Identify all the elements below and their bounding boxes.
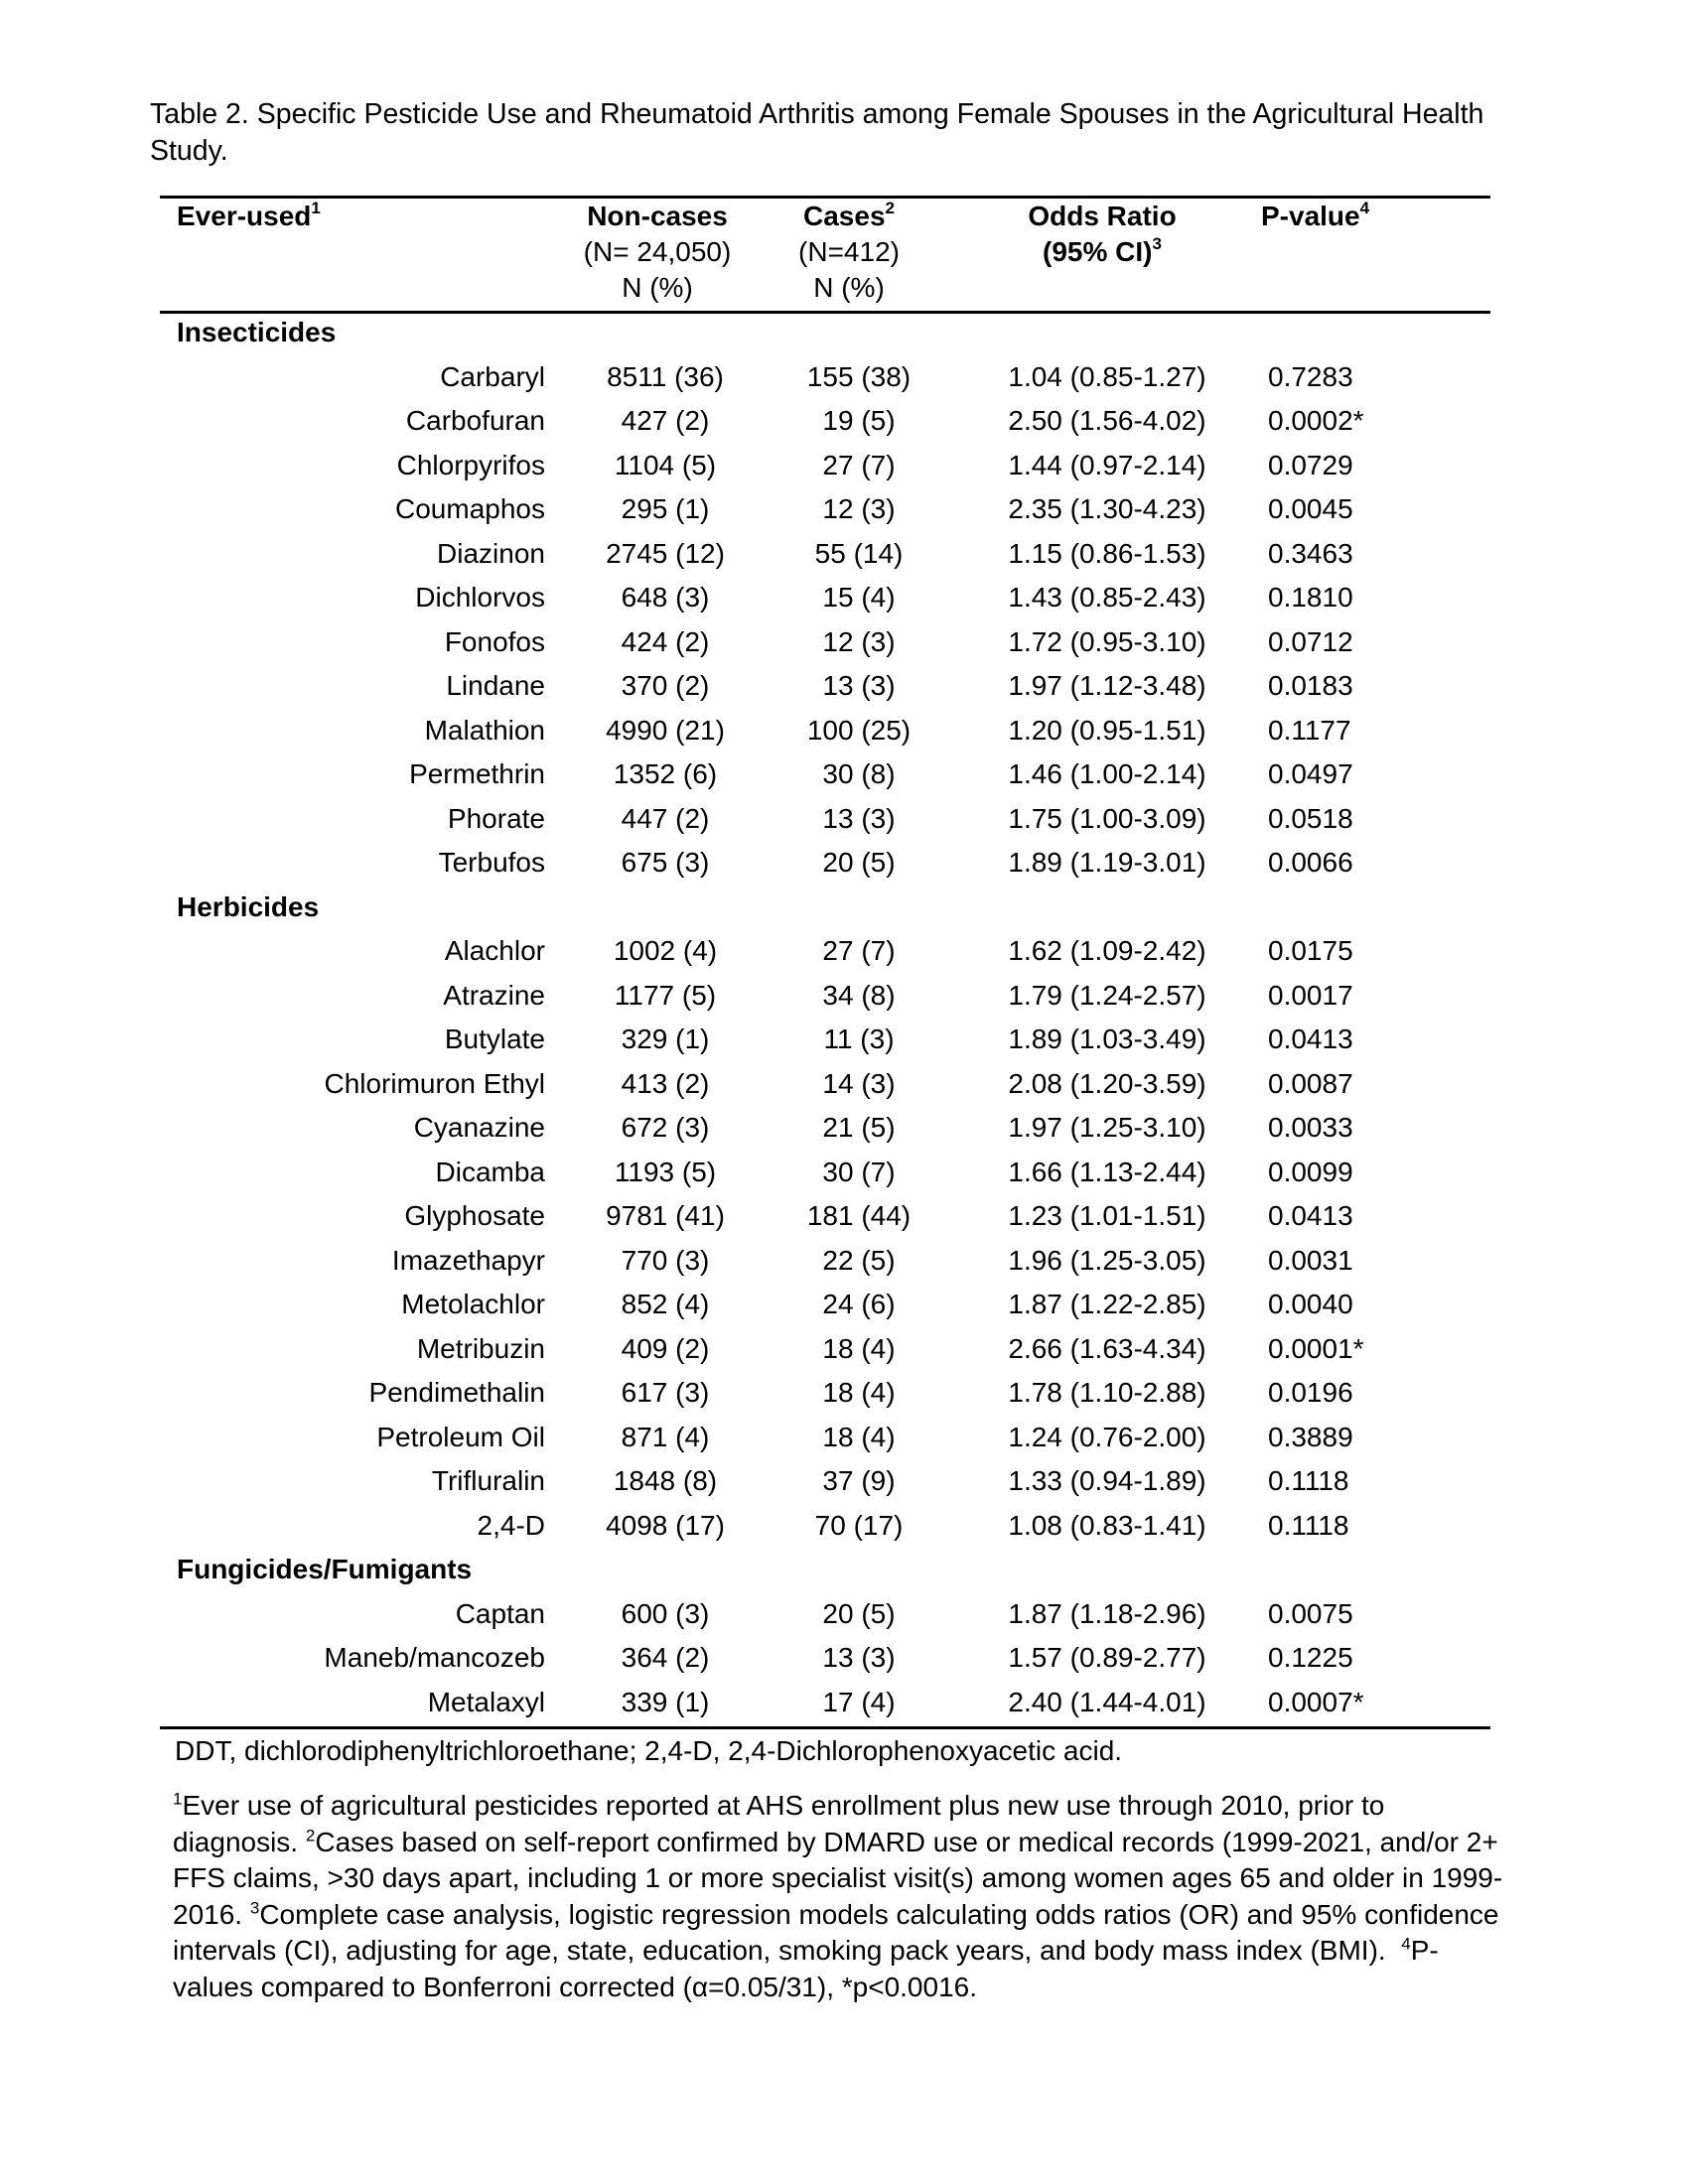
non-cases-value: 1352 (6) bbox=[613, 758, 718, 789]
pesticide-name: Trifluralin bbox=[431, 1465, 545, 1496]
odds-ratio-value: 1.46 (1.00-2.14) bbox=[1008, 758, 1206, 789]
non-cases-value: 9781 (41) bbox=[606, 1200, 725, 1231]
p-value: 0.0001* bbox=[1268, 1332, 1364, 1364]
p-value: 0.0045 bbox=[1268, 493, 1353, 524]
header-cases-unit: N (%) bbox=[813, 272, 885, 303]
p-value: 0.1118 bbox=[1268, 1465, 1349, 1496]
table-row bbox=[0, 1681, 1688, 1725]
cases-value: 18 (4) bbox=[822, 1377, 896, 1408]
header-non-cases-label: Non-cases bbox=[587, 201, 728, 231]
odds-ratio-value: 1.96 (1.25-3.05) bbox=[1008, 1244, 1206, 1276]
footnote-text: Complete case analysis, logistic regression models calculating odds ratios (OR) and 95% confidence intervals (CI), adjusting for age, state, education, smoking pack years, and body mass index (BMI). bbox=[173, 1898, 1507, 1966]
cases-value: 24 (6) bbox=[822, 1289, 896, 1319]
p-value: 0.0099 bbox=[1268, 1156, 1353, 1187]
header-ever-used bbox=[177, 199, 321, 234]
pesticide-name: Diazinon bbox=[437, 537, 545, 569]
table-row bbox=[0, 1018, 1688, 1062]
footnote-text: Ever use of agricultural pesticides reported at AHS enrollment plus new use through 2010, prior to diagnosis. bbox=[173, 1790, 1393, 1857]
pesticide-name: Captan bbox=[455, 1597, 545, 1629]
odds-ratio-value: 1.15 (0.86-1.53) bbox=[1008, 537, 1206, 569]
odds-ratio-value: 1.44 (0.97-2.14) bbox=[1008, 449, 1206, 480]
cases-value: 20 (5) bbox=[822, 847, 896, 878]
odds-ratio-value: 1.79 (1.24-2.57) bbox=[1008, 979, 1206, 1011]
header-odds-ratio-ci: (95% CI) bbox=[1043, 236, 1153, 267]
p-value: 0.0729 bbox=[1268, 449, 1353, 480]
footnote-ref-1: 1 bbox=[311, 198, 321, 217]
pesticide-name: Permethrin bbox=[409, 758, 545, 789]
footnote-marker: 2 bbox=[305, 1826, 316, 1845]
odds-ratio-value: 1.33 (0.94-1.89) bbox=[1008, 1465, 1206, 1496]
footnote-ref-3: 3 bbox=[1152, 233, 1162, 253]
odds-ratio-value: 1.20 (0.95-1.51) bbox=[1008, 714, 1206, 746]
odds-ratio-value: 1.62 (1.09-2.42) bbox=[1008, 935, 1206, 966]
table-row bbox=[0, 1106, 1688, 1151]
p-value: 0.0066 bbox=[1268, 847, 1353, 878]
table-row bbox=[0, 1416, 1688, 1460]
pesticide-name: 2,4-D bbox=[477, 1509, 545, 1541]
cases-value: 17 (4) bbox=[822, 1686, 896, 1717]
p-value: 0.0497 bbox=[1268, 758, 1353, 789]
footnote-marker: 3 bbox=[249, 1898, 260, 1918]
footnote-ref-4: 4 bbox=[1359, 198, 1370, 217]
pesticide-name: Malathion bbox=[424, 714, 545, 746]
group-label: Insecticides bbox=[177, 317, 337, 347]
header-p-value bbox=[1261, 199, 1369, 234]
cases-value: 22 (5) bbox=[822, 1244, 896, 1276]
footnote-text: Cases based on self-report confirmed by DMARD use or medical records (1999-2021, and/or 2+ FFS claims, >30 days apart, including 1 or more specialist visit(s) among women ages 65 and older in 1999-2016. bbox=[173, 1826, 1506, 1930]
table-row bbox=[0, 1239, 1688, 1284]
non-cases-value: 329 (1) bbox=[621, 1024, 710, 1054]
cases-value: 15 (4) bbox=[822, 582, 896, 613]
non-cases-value: 370 (2) bbox=[621, 670, 710, 701]
cases-value: 21 (5) bbox=[822, 1112, 896, 1143]
table-row bbox=[0, 1283, 1688, 1327]
header-ever-used-label: Ever-used bbox=[177, 201, 312, 231]
non-cases-value: 1104 (5) bbox=[614, 449, 717, 480]
non-cases-value: 413 (2) bbox=[621, 1067, 710, 1099]
p-value: 0.0087 bbox=[1268, 1067, 1353, 1099]
footnote-marker: 1 bbox=[173, 1789, 183, 1809]
footnote-ref-2: 2 bbox=[885, 198, 895, 217]
table-row bbox=[0, 664, 1688, 709]
cases-value: 13 (3) bbox=[822, 802, 896, 834]
cases-value: 11 (3) bbox=[823, 1024, 895, 1054]
odds-ratio-value: 2.50 (1.56-4.02) bbox=[1008, 405, 1206, 436]
non-cases-value: 2745 (12) bbox=[606, 537, 725, 569]
odds-ratio-value: 2.35 (1.30-4.23) bbox=[1008, 493, 1206, 524]
p-value: 0.0040 bbox=[1268, 1289, 1353, 1319]
p-value: 0.0712 bbox=[1268, 625, 1353, 657]
p-value: 0.3889 bbox=[1268, 1421, 1353, 1452]
cases-value: 18 (4) bbox=[822, 1332, 896, 1364]
table-row bbox=[0, 399, 1688, 444]
odds-ratio-value: 1.87 (1.22-2.85) bbox=[1008, 1289, 1206, 1319]
p-value: 0.0413 bbox=[1268, 1200, 1353, 1231]
non-cases-value: 675 (3) bbox=[621, 847, 710, 878]
p-value: 0.1177 bbox=[1268, 714, 1351, 746]
pesticide-name: Carbofuran bbox=[405, 405, 545, 436]
non-cases-value: 852 (4) bbox=[621, 1289, 710, 1319]
non-cases-value: 648 (3) bbox=[621, 582, 710, 613]
cases-value: 13 (3) bbox=[822, 1642, 896, 1673]
pesticide-name: Chlorpyrifos bbox=[396, 449, 545, 480]
pesticide-name: Metribuzin bbox=[416, 1332, 545, 1364]
odds-ratio-value: 1.89 (1.03-3.49) bbox=[1008, 1024, 1206, 1054]
pesticide-name: Terbufos bbox=[438, 847, 545, 878]
abbreviations-note: DDT, dichlorodiphenyltrichloroethane; 2,4-D, 2,4-Dichlorophenoxyacetic acid. bbox=[175, 1735, 1123, 1766]
pesticide-name: Petroleum Oil bbox=[376, 1421, 545, 1452]
group-header-row bbox=[0, 311, 1688, 355]
cases-value: 34 (8) bbox=[822, 979, 896, 1011]
cases-value: 13 (3) bbox=[822, 670, 896, 701]
header-non-cases-n: (N= 24,050) bbox=[583, 236, 732, 267]
group-label: Herbicides bbox=[177, 890, 320, 922]
non-cases-value: 8511 (36) bbox=[607, 360, 724, 392]
non-cases-value: 617 (3) bbox=[621, 1377, 710, 1408]
group-header-row bbox=[0, 886, 1688, 930]
header-cases bbox=[779, 199, 918, 306]
non-cases-value: 1177 (5) bbox=[614, 979, 717, 1011]
odds-ratio-value: 1.57 (0.89-2.77) bbox=[1008, 1642, 1206, 1673]
pesticide-name: Metolachlor bbox=[401, 1289, 545, 1319]
pesticide-name: Chlorimuron Ethyl bbox=[324, 1067, 545, 1099]
p-value: 0.7283 bbox=[1268, 360, 1353, 392]
odds-ratio-value: 1.04 (0.85-1.27) bbox=[1008, 360, 1206, 392]
table-row bbox=[0, 1636, 1688, 1681]
p-value: 0.0518 bbox=[1268, 802, 1353, 834]
non-cases-value: 295 (1) bbox=[621, 493, 710, 524]
non-cases-value: 409 (2) bbox=[621, 1332, 710, 1364]
p-value: 0.1118 bbox=[1268, 1509, 1349, 1541]
table-row bbox=[0, 576, 1688, 620]
cases-value: 19 (5) bbox=[822, 405, 896, 436]
pesticide-name: Phorate bbox=[447, 802, 545, 834]
odds-ratio-value: 2.40 (1.44-4.01) bbox=[1008, 1686, 1206, 1717]
header-p-value-label: P-value bbox=[1261, 201, 1360, 231]
table-row bbox=[0, 532, 1688, 577]
odds-ratio-value: 1.78 (1.10-2.88) bbox=[1008, 1377, 1206, 1408]
non-cases-value: 424 (2) bbox=[621, 625, 710, 657]
table-row bbox=[0, 487, 1688, 532]
table-row bbox=[0, 1592, 1688, 1637]
pesticide-name: Maneb/mancozeb bbox=[324, 1642, 545, 1673]
pesticide-name: Lindane bbox=[446, 670, 545, 701]
cases-value: 14 (3) bbox=[822, 1067, 896, 1099]
non-cases-value: 4098 (17) bbox=[606, 1509, 725, 1541]
non-cases-value: 1193 (5) bbox=[614, 1156, 717, 1187]
non-cases-value: 871 (4) bbox=[621, 1421, 710, 1452]
cases-value: 181 (44) bbox=[806, 1200, 912, 1231]
cases-value: 20 (5) bbox=[822, 1597, 896, 1629]
header-non-cases-unit: N (%) bbox=[622, 272, 693, 303]
footnote-text: P-values compared to Bonferroni corrected (α=0.05/31), *p<0.0016. bbox=[173, 1935, 1439, 2002]
pesticide-name: Atrazine bbox=[443, 979, 545, 1011]
footnote-marker: 4 bbox=[1401, 1934, 1411, 1954]
non-cases-value: 770 (3) bbox=[621, 1244, 710, 1276]
cases-value: 100 (25) bbox=[806, 714, 912, 746]
cases-value: 30 (7) bbox=[822, 1156, 896, 1187]
table-row bbox=[0, 752, 1688, 797]
cases-value: 155 (38) bbox=[806, 360, 912, 392]
p-value: 0.0007* bbox=[1268, 1686, 1364, 1717]
odds-ratio-value: 1.87 (1.18-2.96) bbox=[1008, 1597, 1206, 1629]
odds-ratio-value: 1.08 (0.83-1.41) bbox=[1008, 1509, 1206, 1541]
pesticide-name: Dichlorvos bbox=[415, 582, 545, 613]
table-row bbox=[0, 355, 1688, 400]
pesticide-name: Fonofos bbox=[444, 625, 545, 657]
p-value: 0.0175 bbox=[1268, 935, 1353, 966]
header-odds-ratio bbox=[993, 199, 1211, 270]
table-row bbox=[0, 444, 1688, 488]
p-value: 0.1225 bbox=[1268, 1642, 1353, 1673]
cases-value: 27 (7) bbox=[822, 449, 896, 480]
table-row bbox=[0, 1371, 1688, 1416]
table-row bbox=[0, 1062, 1688, 1107]
pesticide-name: Imazethapyr bbox=[391, 1244, 545, 1276]
odds-ratio-value: 1.97 (1.12-3.48) bbox=[1008, 670, 1206, 701]
cases-value: 18 (4) bbox=[822, 1421, 896, 1452]
non-cases-value: 1848 (8) bbox=[613, 1465, 718, 1496]
table-row bbox=[0, 841, 1688, 886]
table-row bbox=[0, 797, 1688, 842]
cases-value: 12 (3) bbox=[822, 625, 896, 657]
p-value: 0.0075 bbox=[1268, 1597, 1353, 1629]
table-row bbox=[0, 1459, 1688, 1504]
odds-ratio-value: 1.24 (0.76-2.00) bbox=[1008, 1421, 1206, 1452]
header-cases-label: Cases bbox=[803, 201, 886, 231]
odds-ratio-value: 1.43 (0.85-2.43) bbox=[1008, 582, 1206, 613]
table-row bbox=[0, 620, 1688, 665]
footnotes bbox=[173, 1788, 1513, 2005]
pesticide-name: Metalaxyl bbox=[427, 1686, 545, 1717]
odds-ratio-value: 1.75 (1.00-3.09) bbox=[1008, 802, 1206, 834]
p-value: 0.0031 bbox=[1268, 1244, 1353, 1276]
non-cases-value: 1002 (4) bbox=[613, 935, 718, 966]
table-title: Table 2. Specific Pesticide Use and Rheumatoid Arthritis among Female Spouses in the Agricultural Health Study. bbox=[150, 98, 1484, 167]
non-cases-value: 447 (2) bbox=[621, 802, 710, 834]
cases-value: 27 (7) bbox=[822, 935, 896, 966]
table-row bbox=[0, 1504, 1688, 1549]
table-row bbox=[0, 709, 1688, 753]
p-value: 0.0196 bbox=[1268, 1377, 1353, 1408]
pesticide-name: Glyphosate bbox=[404, 1200, 545, 1231]
odds-ratio-value: 2.08 (1.20-3.59) bbox=[1008, 1067, 1206, 1099]
non-cases-value: 600 (3) bbox=[621, 1597, 710, 1629]
p-value: 0.0183 bbox=[1268, 670, 1353, 701]
odds-ratio-value: 2.66 (1.63-4.34) bbox=[1008, 1332, 1206, 1364]
p-value: 0.3463 bbox=[1268, 537, 1353, 569]
header-cases-n: (N=412) bbox=[798, 236, 900, 267]
p-value: 0.0002* bbox=[1268, 405, 1364, 436]
pesticide-name: Coumaphos bbox=[395, 493, 545, 524]
pesticide-name: Pendimethalin bbox=[368, 1377, 545, 1408]
pesticide-name: Dicamba bbox=[435, 1156, 545, 1187]
odds-ratio-value: 1.66 (1.13-2.44) bbox=[1008, 1156, 1206, 1187]
table-row bbox=[0, 1151, 1688, 1195]
cases-value: 55 (14) bbox=[814, 537, 904, 569]
table-bottom-rule bbox=[160, 1726, 1490, 1729]
p-value: 0.0017 bbox=[1268, 979, 1353, 1011]
header-odds-ratio-label: Odds Ratio bbox=[1028, 201, 1177, 231]
non-cases-value: 364 (2) bbox=[621, 1642, 710, 1673]
p-value: 0.0413 bbox=[1268, 1024, 1353, 1054]
pesticide-name: Carbaryl bbox=[440, 360, 545, 392]
non-cases-value: 427 (2) bbox=[621, 405, 710, 436]
non-cases-value: 339 (1) bbox=[621, 1686, 710, 1717]
p-value: 0.0033 bbox=[1268, 1112, 1353, 1143]
non-cases-value: 672 (3) bbox=[621, 1112, 710, 1143]
cases-value: 37 (9) bbox=[822, 1465, 896, 1496]
odds-ratio-value: 1.23 (1.01-1.51) bbox=[1008, 1200, 1206, 1231]
group-label: Fungicides/Fumigants bbox=[177, 1554, 473, 1584]
odds-ratio-value: 1.72 (0.95-3.10) bbox=[1008, 625, 1206, 657]
odds-ratio-value: 1.97 (1.25-3.10) bbox=[1008, 1112, 1206, 1143]
table-row bbox=[0, 929, 1688, 974]
non-cases-value: 4990 (21) bbox=[606, 714, 725, 746]
pesticide-name: Alachlor bbox=[444, 935, 545, 966]
pesticide-name: Cyanazine bbox=[413, 1112, 545, 1143]
header-non-cases bbox=[568, 199, 747, 306]
group-header-row bbox=[0, 1548, 1688, 1592]
cases-value: 12 (3) bbox=[822, 493, 896, 524]
cases-value: 70 (17) bbox=[814, 1509, 904, 1541]
table-row bbox=[0, 974, 1688, 1019]
odds-ratio-value: 1.89 (1.19-3.01) bbox=[1008, 847, 1206, 878]
pesticide-name: Butylate bbox=[444, 1024, 545, 1054]
cases-value: 30 (8) bbox=[822, 758, 896, 789]
table-row bbox=[0, 1327, 1688, 1372]
p-value: 0.1810 bbox=[1268, 582, 1353, 613]
table-row bbox=[0, 1194, 1688, 1239]
